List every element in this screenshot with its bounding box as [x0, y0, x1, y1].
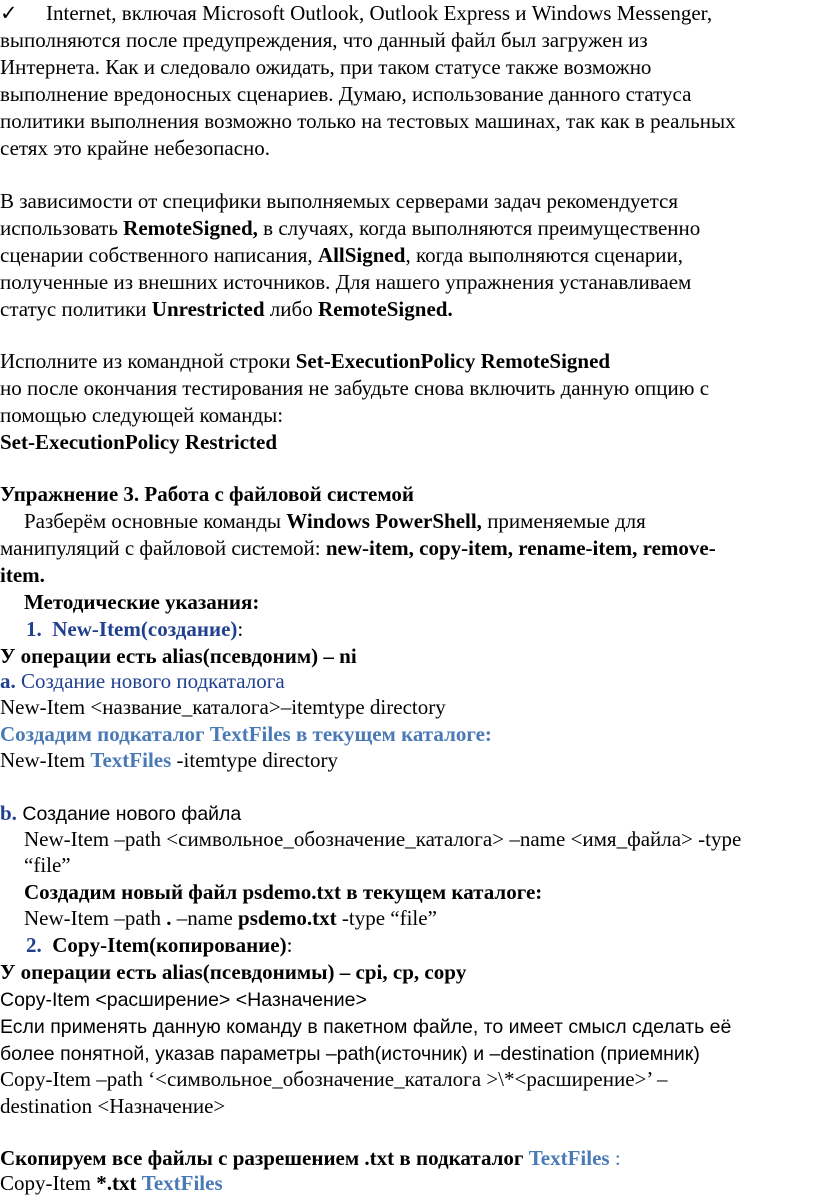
- item2-heading: 2. Copy-Item(копирование):: [26, 933, 293, 957]
- text-line: item.: [0, 563, 45, 587]
- text-line: политики выполнения возможно только на тестовых машинах, так как в реальных: [0, 109, 736, 133]
- item1-heading: 1. New-Item(создание):: [26, 617, 244, 641]
- item1a-syntax: New-Item <название_каталога>–itemtype directory: [0, 695, 446, 719]
- item1b-command: New-Item –path . –name psdemo.txt -type “file”: [24, 906, 437, 930]
- item1a-command: New-Item TextFiles -itemtype directory: [0, 748, 339, 772]
- command-line: Set-ExecutionPolicy Restricted: [0, 430, 278, 454]
- item2-syntax: Copy-Item <расширение> <Назначение>: [0, 989, 367, 1011]
- exercise-title: Упражнение 3. Работа с файловой системой: [0, 482, 414, 506]
- text-line: сетях это крайне небезопасно.: [0, 136, 271, 160]
- item2-full-syntax: Copy-Item –path ‘<символьное_обозначение_каталога >\*<расширение>’ –: [0, 1067, 668, 1091]
- item1a-heading: a. Создание нового подкаталога: [0, 669, 285, 693]
- text-line: использовать RemoteSigned, в случаях, когда выполняются преимущественно: [0, 216, 701, 240]
- item1b-syntax: New-Item –path <символьное_обозначение_каталога> –name <имя_файла> -type: [24, 827, 742, 851]
- item1b-syntax: “file”: [24, 853, 71, 877]
- text-line: В зависимости от специфики выполняемых серверами задач рекомендуется: [0, 189, 679, 213]
- text-line: Интернета. Как и следовало ожидать, при таком статусе также возможно: [0, 55, 652, 79]
- bullet-line-1: ✓ Internet, включая Microsoft Outlook, Outlook Express и Windows Messenger,: [0, 1, 713, 25]
- text-line: полученные из внешних источников. Для нашего упражнения устанавливаем: [0, 270, 692, 294]
- text-line: выполняются после предупреждения, что данный файл был загружен из: [0, 28, 648, 52]
- item2-example-title: Скопируем все файлы с разрешением .txt в подкаталог TextFiles :: [0, 1146, 621, 1170]
- text-line: Исполните из командной строки Set-ExecutionPolicy RemoteSigned: [0, 349, 611, 373]
- guidelines-heading: Методические указания:: [24, 590, 260, 614]
- item2-full-syntax: destination <Назначение>: [0, 1094, 226, 1118]
- text-line: манипуляций с файловой системой: new-item, copy-item, rename-item, remove-: [0, 536, 716, 560]
- text-line: помощью следующей команды:: [0, 403, 284, 427]
- checkmark-icon: ✓: [0, 1, 18, 25]
- item2-alias: У операции есть alias(псевдонимы) – cpi, cp, copy: [0, 960, 467, 984]
- item1b-example-title: Создадим новый файл psdemo.txt в текущем каталоге:: [24, 880, 543, 904]
- text-line: выполнение вредоносных сценариев. Думаю, использование данного статуса: [0, 82, 692, 106]
- item2-command: Copy-Item *.txt TextFiles: [0, 1171, 223, 1195]
- text-line: более понятной, указав параметры –path(источник) и –destination (приемник): [0, 1043, 700, 1065]
- text-line: Если применять данную команду в пакетном файле, то имеет смысл сделать её: [0, 1016, 732, 1038]
- text-line: статус политики Unrestricted либо RemoteSigned.: [0, 297, 453, 321]
- text-line: Разберём основные команды Windows PowerShell, применяемые для: [24, 509, 646, 533]
- text-line: сценарии собственного написания, AllSigned, когда выполняются сценарии,: [0, 243, 684, 267]
- item1-alias: У операции есть alias(псевдоним) – ni: [0, 644, 357, 668]
- item1a-example-title: Создадим подкаталог TextFiles в текущем каталоге:: [0, 722, 492, 746]
- item1b-heading: b. Создание нового файла: [0, 801, 242, 825]
- text-line: но после окончания тестирования не забудьте снова включить данную опцию с: [0, 376, 710, 400]
